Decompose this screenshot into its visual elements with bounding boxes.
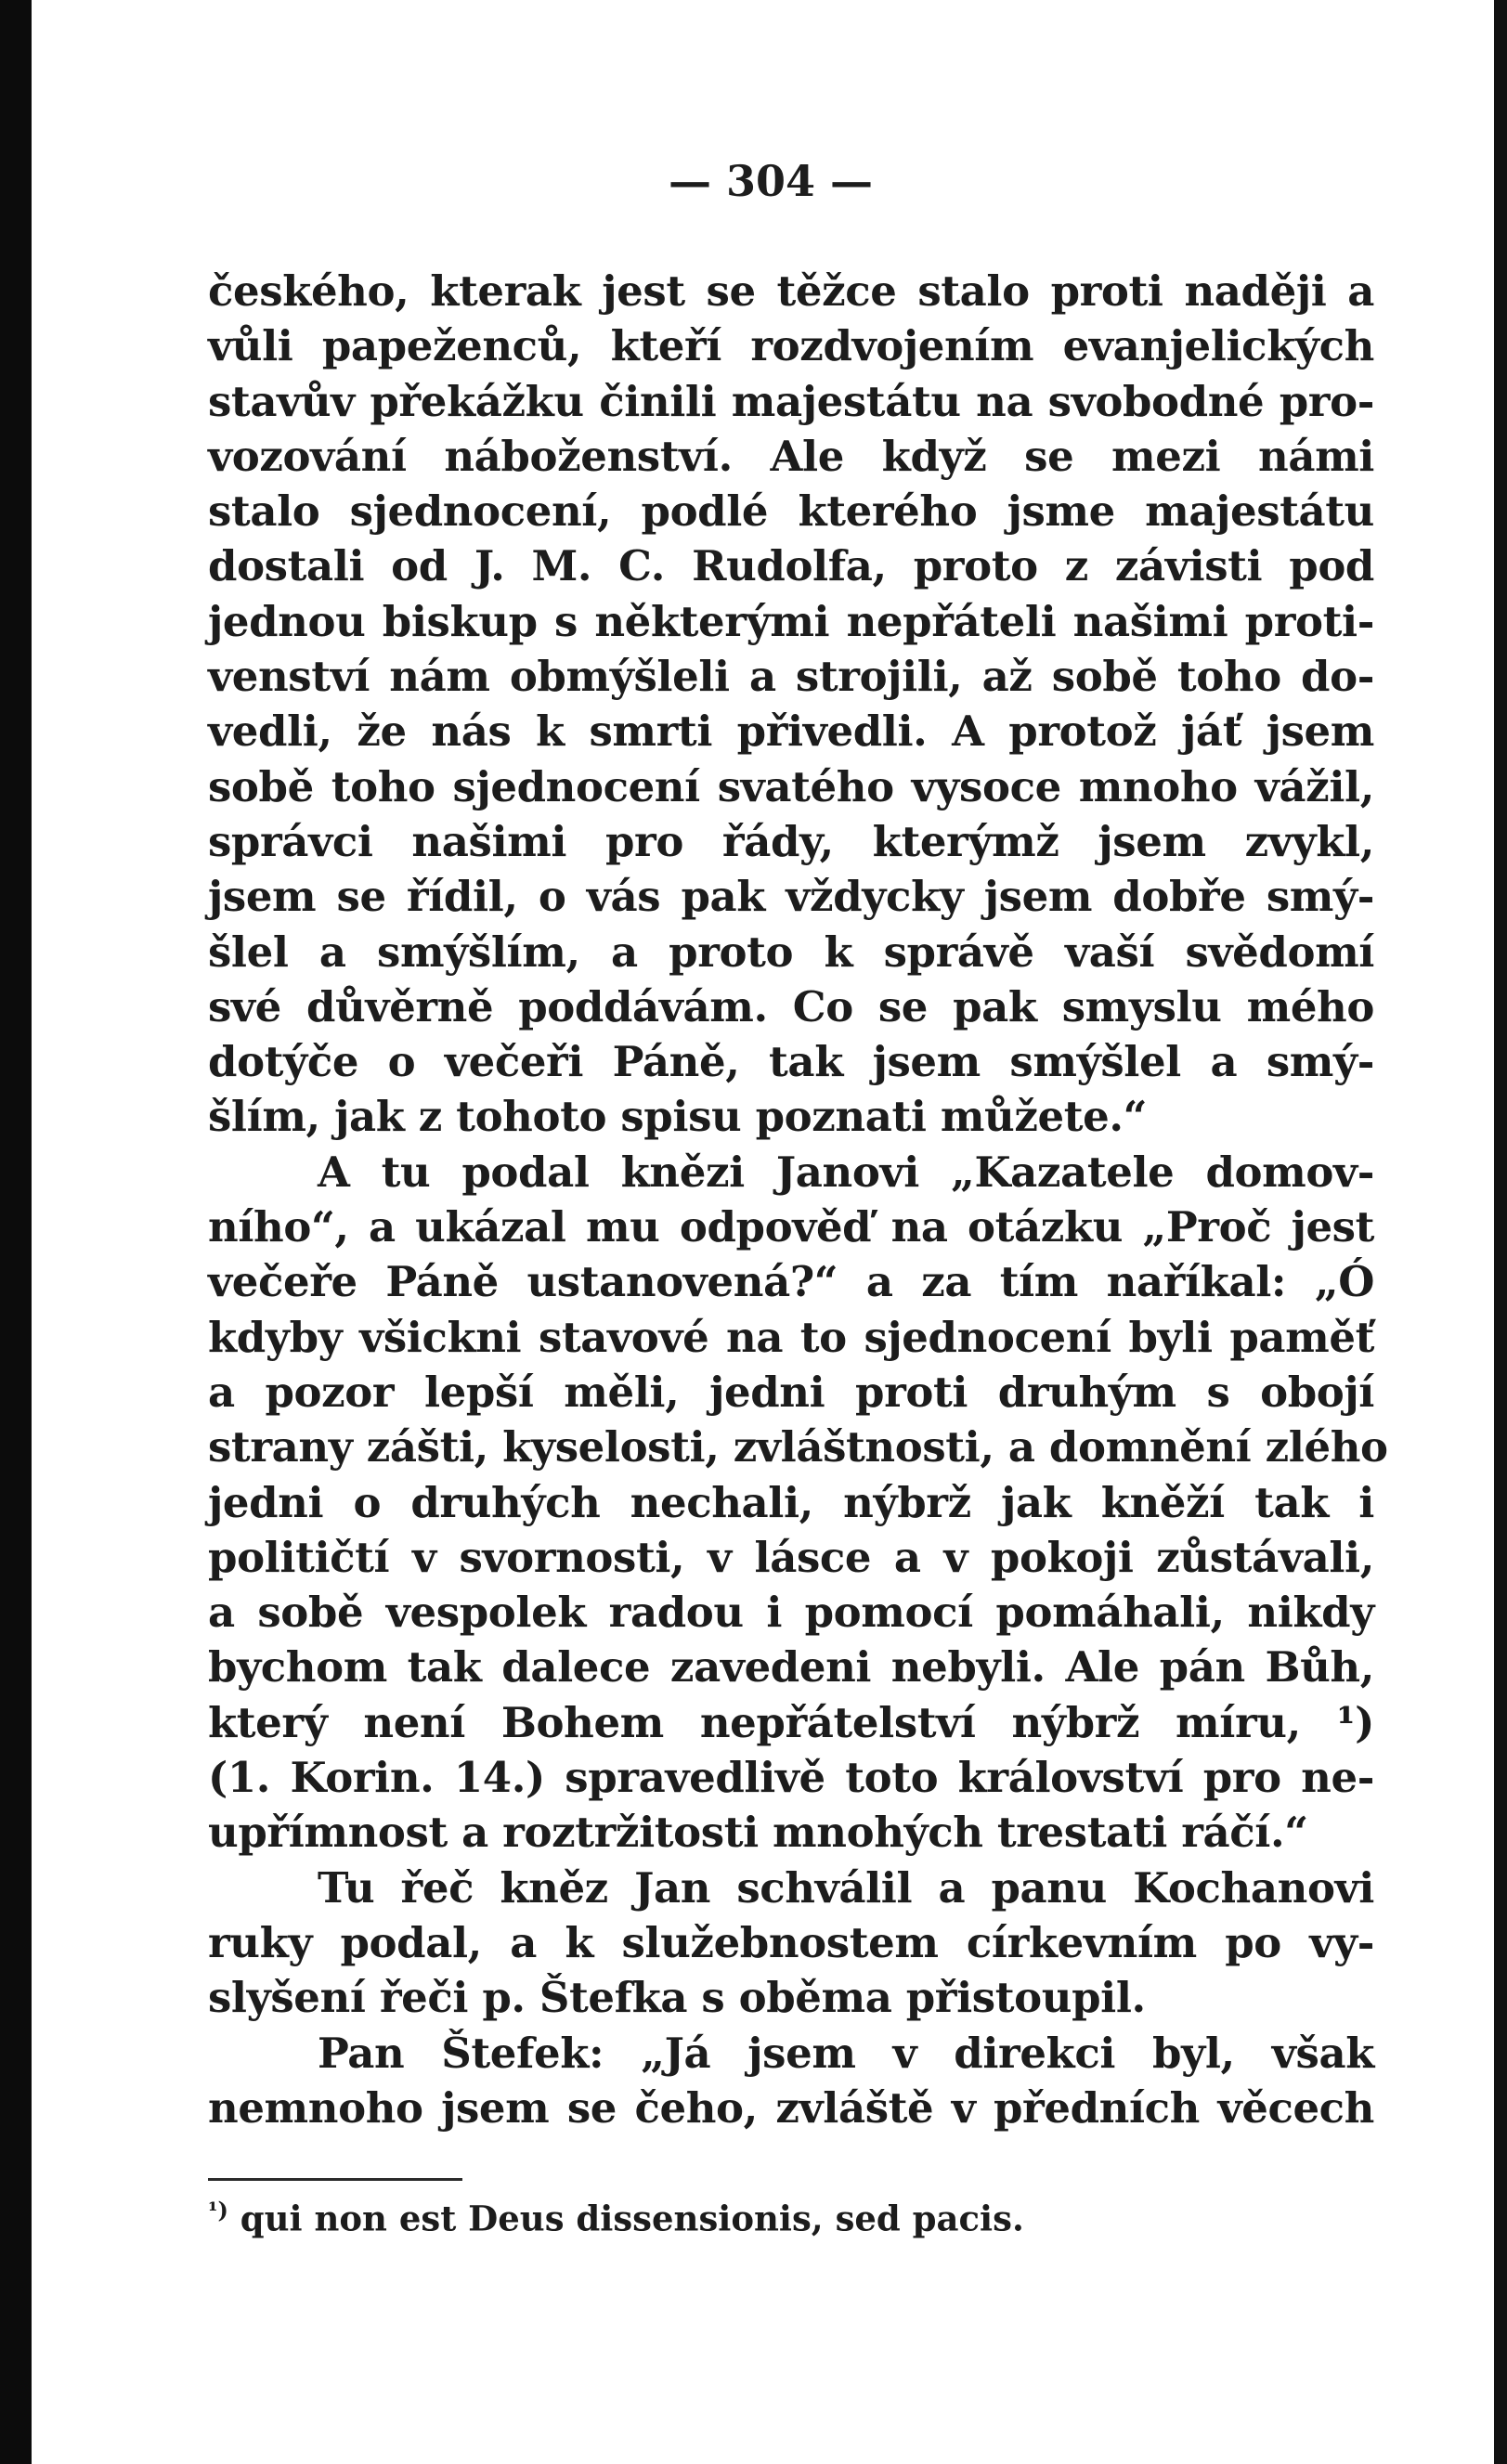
text-line: strany zášti, kyselosti, zvláštnosti, a domnění zlého — [208, 1422, 1388, 1472]
text-line: jsem se řídil, o vás pak vždycky jsem dobře smý- — [208, 872, 1374, 922]
scan-right-border — [1494, 0, 1507, 2464]
text-line: Pan Štefek: „Já jsem v direkci byl, však — [318, 2028, 1374, 2078]
text-line: ního“, a ukázal mu odpověď na otázku „Proč jest — [208, 1202, 1374, 1252]
footnote-marker: ¹) — [208, 2197, 228, 2224]
text-line: vedli, že nás k smrti přivedli. A protož jáť jsem — [208, 707, 1374, 757]
text-line: vozování náboženství. Ale když se mezi námi — [208, 431, 1374, 481]
text-line: dostali od J. M. C. Rudolfa, proto z závisti pod — [208, 541, 1374, 591]
scan-left-border — [0, 0, 32, 2464]
text-line: A tu podal knězi Janovi „Kazatele domov- — [318, 1147, 1374, 1197]
text-line: šlím, jak z tohoto spisu poznati můžete.“ — [208, 1092, 1148, 1142]
text-line: stavův překážku činili majestátu na svobodné pro- — [208, 376, 1374, 426]
body-text — [208, 264, 1388, 2135]
text-line: českého, kterak jest se těžce stalo proti naději a — [208, 266, 1374, 316]
footnote-divider — [208, 2178, 462, 2181]
text-line: slyšení řeči p. Štefka s oběma přistoupil. — [208, 1973, 1146, 2023]
text-line: který není Bohem nepřátelství nýbrž míru, ¹) — [208, 1697, 1374, 1747]
text-line: jednou biskup s některými nepřáteli našimi proti- — [208, 596, 1374, 646]
text-line: sobě toho sjednocení svatého vysoce mnoho vážil, — [208, 761, 1374, 811]
text-line: političtí v svornosti, v lásce a v pokoji zůstávali, — [208, 1532, 1374, 1582]
text-line: vůli papeženců, kteří rozdvojením evanjelických — [208, 321, 1374, 371]
text-line: stalo sjednocení, podlé kterého jsme majestátu — [208, 486, 1374, 537]
footnote — [208, 2197, 1024, 2238]
text-line: bychom tak dalece zavedeni nebyli. Ale pán Bůh, — [208, 1642, 1374, 1692]
text-line: dotýče o večeři Páně, tak jsem smýšlel a smý- — [208, 1037, 1374, 1087]
text-line: večeře Páně ustanovená?“ a za tím naříkal: „Ó — [208, 1257, 1374, 1307]
text-line: nemnoho jsem se čeho, zvláště v předních věcech — [208, 2082, 1374, 2133]
text-line: a sobě vespolek radou i pomocí pomáhali, nikdy — [208, 1588, 1374, 1638]
text-line: jedni o druhých nechali, nýbrž jak kněží tak i — [208, 1477, 1374, 1527]
text-line: a pozor lepší měli, jedni proti druhým s obojí — [208, 1367, 1374, 1417]
text-line: Tu řeč kněz Jan schválil a panu Kochanovi — [318, 1862, 1374, 1913]
text-line: venství nám obmýšleli a strojili, až sobě toho do- — [208, 652, 1374, 702]
text-line: kdyby všickni stavové na to sjednocení byli paměť — [208, 1312, 1374, 1362]
text-line: (1. Korin. 14.) spravedlivě toto království pro ne- — [208, 1753, 1374, 1803]
footnote-text: qui non est Deus dissensionis, sed pacis. — [240, 2198, 1024, 2239]
text-line: správci našimi pro řády, kterýmž jsem zvykl, — [208, 816, 1374, 866]
text-line: ruky podal, a k služebnostem církevním po vy- — [208, 1917, 1374, 1967]
page-number: — 304 — — [668, 156, 874, 206]
text-line: své důvěrně poddávám. Co se pak smyslu mého — [208, 981, 1374, 1031]
text-line: upřímnost a roztržitosti mnohých trestati ráčí.“ — [208, 1808, 1308, 1858]
text-line: šlel a smýšlím, a proto k správě vaší svědomí — [208, 927, 1374, 977]
